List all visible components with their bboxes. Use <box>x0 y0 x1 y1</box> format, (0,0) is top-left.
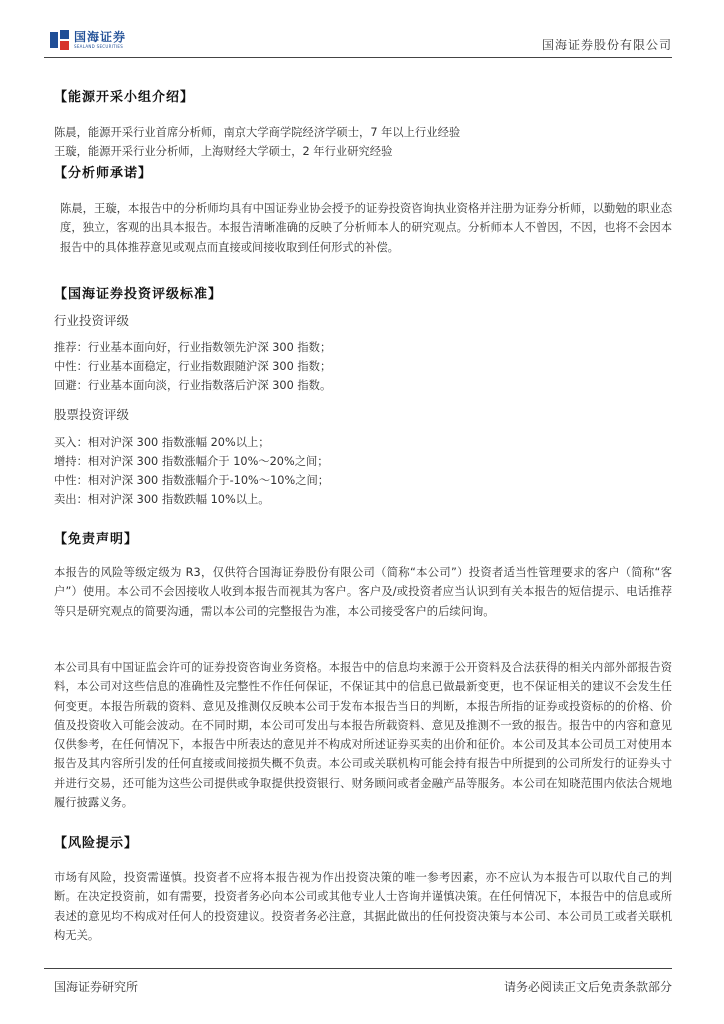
commitment-text: 陈晨，王璇，本报告中的分析师均具有中国证券业协会授予的证券投资咨询执业资格并注册为证券分析师，以勤勉的职业态度，独立，客观的出具本报告。本报告清晰准确的反映了分析师本人的研究观点。分析师本人不曾因，不因，也将不会因本报告中的具体推荐意见或观点而直接或间接收取到任何形式的补偿。 <box>60 202 672 254</box>
team-member-line: 陈晨，能源开采行业首席分析师，南京大学商学院经济学硕士，7 年以上行业经验 <box>54 126 461 139</box>
disclaimer-paragraph: 本公司具有中国证监会许可的证券投资咨询业务资格。本报告中的信息均来源于公开资料及合法获得的相关内部外部报告资料，本公司对这些信息的准确性及完整性不作任何保证，不保证其中的信息已做最新变更，也不保证相关的建议不会发生任何变更。本报告所载的资料、意见及推测仅反映本公司于发布本报告当日的判断，本报告所指的证券或投资标的的价格、价值及投资收入可能会波动。在不同时期，本公司可发出与本报告所载资料、意见及推测不一致的报告。报告中的内容和意见仅供参考，在任何情况下，本报告中所表达的意见并不构成对所述证券买卖的出价和征价。本公司及其本公司员工对使用本报告及其内容所引发的任何直接或间接损失概不负责。本公司或关联机构可能会持有报告中所提到的公司所发行的证券头寸并进行交易，还可能为这些公司提供或争取提供投资银行、财务顾问或者金融产品等服务。本公司在知晓范围内依法合规地履行披露义务。 <box>54 661 672 810</box>
footer-institute: 国海证券研究所 <box>54 980 139 994</box>
industry-rating-line: 推荐：行业基本面向好，行业指数领先沪深 300 指数； <box>54 341 332 354</box>
footer-divider <box>44 968 672 969</box>
industry-rating-heading: 行业投资评级 <box>54 313 130 328</box>
stock-rating-line: 增持：相对沪深 300 指数涨幅介于 10%～20%之间； <box>54 455 329 468</box>
stock-rating-line: 中性：相对沪深 300 指数涨幅介于-10%～10%之间； <box>54 474 330 487</box>
logo-icon <box>50 30 70 50</box>
rating-section-title: 【国海证券投资评级标准】 <box>54 287 223 302</box>
industry-rating-line: 回避：行业基本面向淡，行业指数落后沪深 300 指数。 <box>54 379 332 392</box>
stock-rating-line: 卖出：相对沪深 300 指数跌幅 10%以上。 <box>54 493 270 506</box>
header-divider <box>44 57 672 58</box>
disclaimer-paragraph: 本报告的风险等级定级为 R3，仅供符合国海证券股份有限公司（简称“本公司”）投资者适当性管理要求的客户（简称“客户”）使用。本公司不会因接收人收到本报告而视其为客户。客户及/或投资者应当认识到有关本报告的短信提示、电话推荐等只是研究观点的简要沟通，需以本公司的完整报告为准，本公司接受客户的后续问询。 <box>54 566 672 618</box>
logo-cn-text: 国海证券 <box>74 30 127 44</box>
header-company-name: 国海证券股份有限公司 <box>541 38 672 52</box>
disclaimer-section-title: 【免责声明】 <box>54 532 139 547</box>
footer-notice: 请务必阅读正文后免责条款部分 <box>503 980 672 994</box>
stock-rating-heading: 股票投资评级 <box>54 407 130 422</box>
team-member-line: 王璇，能源开采行业分析师，上海财经大学硕士，2 年行业研究经验 <box>54 145 393 158</box>
industry-rating-line: 中性：行业基本面稳定，行业指数跟随沪深 300 指数； <box>54 360 332 373</box>
risk-section-title: 【风险提示】 <box>54 836 139 851</box>
page-header <box>44 28 672 54</box>
team-section-title: 【能源开采小组介绍】 <box>54 90 195 105</box>
stock-rating-line: 买入：相对沪深 300 指数涨幅 20%以上； <box>54 436 270 449</box>
commitment-section-title: 【分析师承诺】 <box>54 166 153 181</box>
logo-en-text: SEALAND SECURITIES <box>74 44 124 49</box>
risk-text: 市场有风险，投资需谨慎。投资者不应将本报告视为作出投资决策的唯一参考因素，亦不应认为本报告可以取代自己的判断。在决定投资前，如有需要，投资者务必向本公司或其他专业人士咨询并谨慎决策。在任何情况下，本报告中的信息或所表述的意见均不构成对任何人的投资建议。投资者务必注意，其据此做出的任何投资决策与本公司、本公司员工或者关联机构无关。 <box>54 871 672 942</box>
company-logo <box>50 30 126 50</box>
